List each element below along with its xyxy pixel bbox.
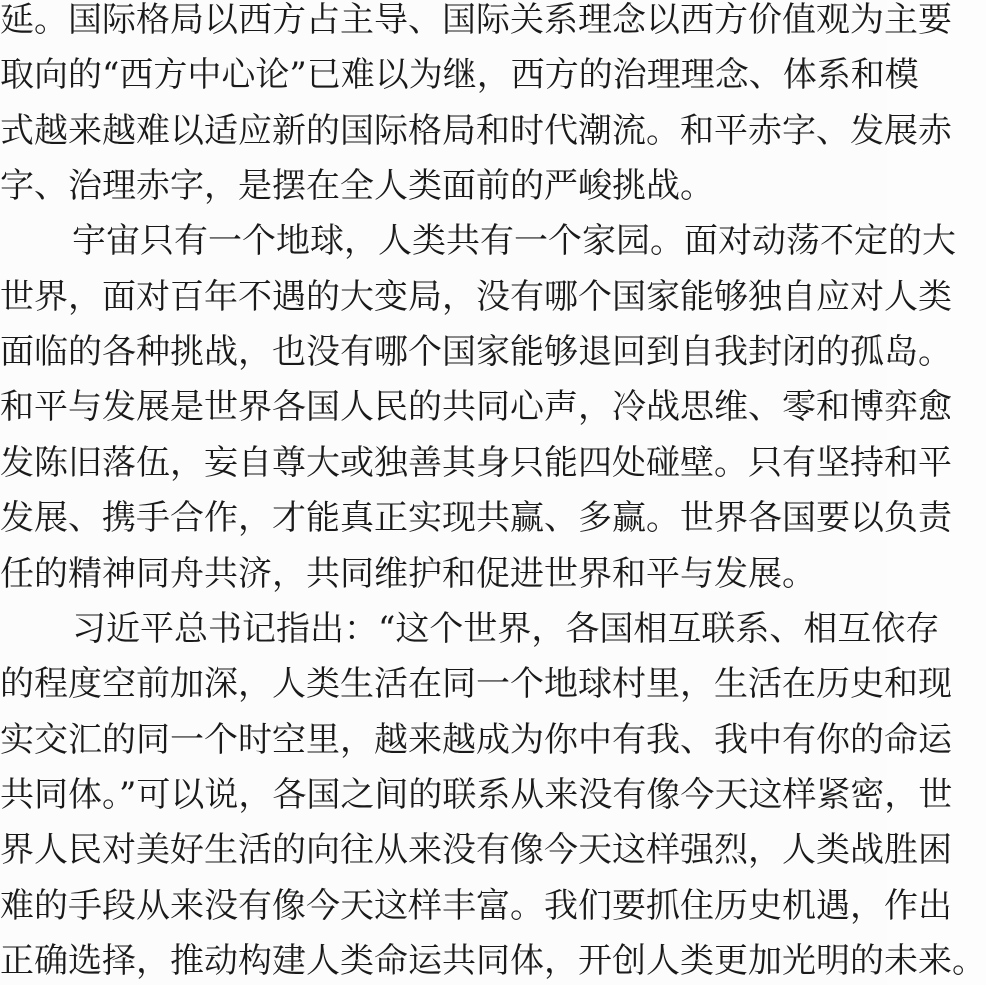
paragraph-1-line-3: 式越来越难以适应新的国际格局和时代潮流。和平赤字、发展赤 [0, 111, 952, 151]
paragraph-1-line-2: 取向的“西方中心论”已难以为继，西方的治理理念、体系和模 [0, 55, 919, 95]
paragraph-3-line-7: 正确选择，推动构建人类命运共同体，开创人类更加光明的未来。 [0, 941, 986, 981]
paragraph-2-line-5: 发陈旧落伍，妄自尊大或独善其身只能四处碰壁。只有坚持和平 [0, 443, 952, 483]
paragraph-3-line-2: 的程度空前加深，人类生活在同一个地球村里，生活在历史和现 [0, 664, 952, 704]
paragraph-3-line-3: 实交汇的同一个时空里，越来越成为你中有我、我中有你的命运 [0, 720, 952, 760]
paragraph-3-line-1: 习近平总书记指出：“这个世界，各国相互联系、相互依存 [72, 609, 940, 649]
paragraph-1-line-4: 字、治理赤字，是摆在全人类面前的严峻挑战。 [0, 166, 714, 206]
paragraph-2-line-2: 世界，面对百年不遇的大变局，没有哪个国家能够独自应对人类 [0, 277, 952, 317]
paragraph-2-line-7: 任的精神同舟共济，共同维护和促进世界和平与发展。 [0, 554, 816, 594]
paragraph-3-line-6: 难的手段从来没有像今天这样丰富。我们要抓住历史机遇，作出 [0, 886, 952, 926]
paragraph-2-line-4: 和平与发展是世界各国人民的共同心声，冷战思维、零和博弈愈 [0, 387, 952, 427]
paragraph-2-line-6: 发展、携手合作，才能真正实现共赢、多赢。世界各国要以负责 [0, 498, 952, 538]
paragraph-3-line-5: 界人民对美好生活的向往从来没有像今天这样强烈，人类战胜困 [0, 830, 952, 870]
paragraph-2-line-1: 宇宙只有一个地球，人类共有一个家园。面对动荡不定的大 [72, 221, 956, 261]
paragraph-3-line-4: 共同体。”可以说，各国之间的联系从来没有像今天这样紧密，世 [0, 775, 953, 815]
paragraph-1-line-1: 延。国际格局以西方占主导、国际关系理念以西方价值观为主要 [0, 0, 952, 40]
paragraph-2-line-3: 面临的各种挑战，也没有哪个国家能够退回到自我封闭的孤岛。 [0, 332, 952, 372]
